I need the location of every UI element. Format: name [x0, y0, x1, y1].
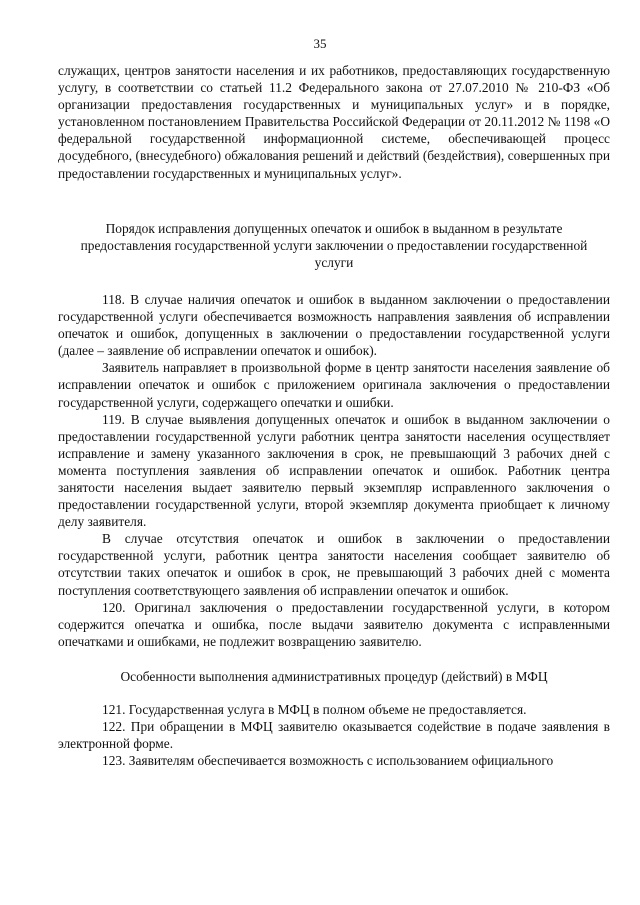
- paragraph-118: 118. В случае наличия опечаток и ошибок в выданном заключении о предоставлении государственной услуги обеспечивается возможность направления заявления об исправлении опечаток и ошибок, допущенных в заключении о предоставлении государственной услуги (далее – заявление об исправлении опечаток и ошибок).: [58, 291, 610, 359]
- paragraph-no-errors: В случае отсутствия опечаток и ошибок в заключении о предоставлении государственной услуги, работник центра занятости населения сообщает заявителю об отсутствии таких опечаток и ошибок в срок, не превышающий 3 рабочих дней с момента поступления соответствующего заявления об исправлении опечаток и ошибок.: [58, 531, 610, 598]
- document-body: [58, 62, 610, 769]
- intro-paragraph: служащих, центров занятости населения и их работников, предоставляющих государственную услугу, в соответствии со статьей 11.2 Федерального закона от 27.07.2010 № 210-ФЗ «Об организации предоставления государственных и муниципальных услуг» и в порядке, установленном постановлением Правительства Российской Федерации от 20.11.2012 № 1198 «О федеральной государственной информационной системе, обеспечивающей процесс досудебного, (внесудебного) обжалования решений и действий (бездействия), совершенных при предоставлении государственных и муниципальных услуг».: [58, 63, 610, 181]
- section-heading-corrections: Порядок исправления допущенных опечаток и ошибок в выданном в результате предоставления государственной услуги заключении о предоставлении государственной услуги: [80, 220, 588, 270]
- paragraph-applicant-request: Заявитель направляет в произвольной форме в центр занятости населения заявление об исправлении опечаток и ошибок с приложением оригинала заключения о предоставлении государственной услуги, содержащего опечатки и ошибки.: [58, 360, 610, 410]
- section-heading-mfc: Особенности выполнения административных процедур (действий) в МФЦ: [120, 668, 548, 684]
- paragraph-121: 121. Государственная услуга в МФЦ в полном объеме не предоставляется.: [102, 702, 527, 717]
- page-number: 35: [313, 36, 327, 51]
- paragraph-119: 119. В случае выявления допущенных опечаток и ошибок в выданном заключении о предоставлении государственной услуги работник центра занятости населения осуществляет исправление и замену указанного заключения в срок, не превышающий 3 рабочих дней с момента поступления заявления об исправлении опечаток и ошибок. Работник центра занятости населения выдает заявителю первый экземпляр исправленного заключения о предоставлении государственной услуги, второй экземпляр документа приобщает к личному делу заявителя.: [58, 411, 610, 530]
- paragraph-123: 123. Заявителям обеспечивается возможность с использованием официального: [102, 753, 554, 769]
- paragraph-122: 122. При обращении в МФЦ заявителю оказывается содействие в подаче заявления в электронной форме.: [58, 719, 610, 752]
- paragraph-120: 120. Оригинал заключения о предоставлении государственной услуги, в котором содержится опечатка и ошибка, после выдачи заявителю документа с исправленными опечатками и ошибками, не подлежит возвращению заявителю.: [58, 599, 610, 649]
